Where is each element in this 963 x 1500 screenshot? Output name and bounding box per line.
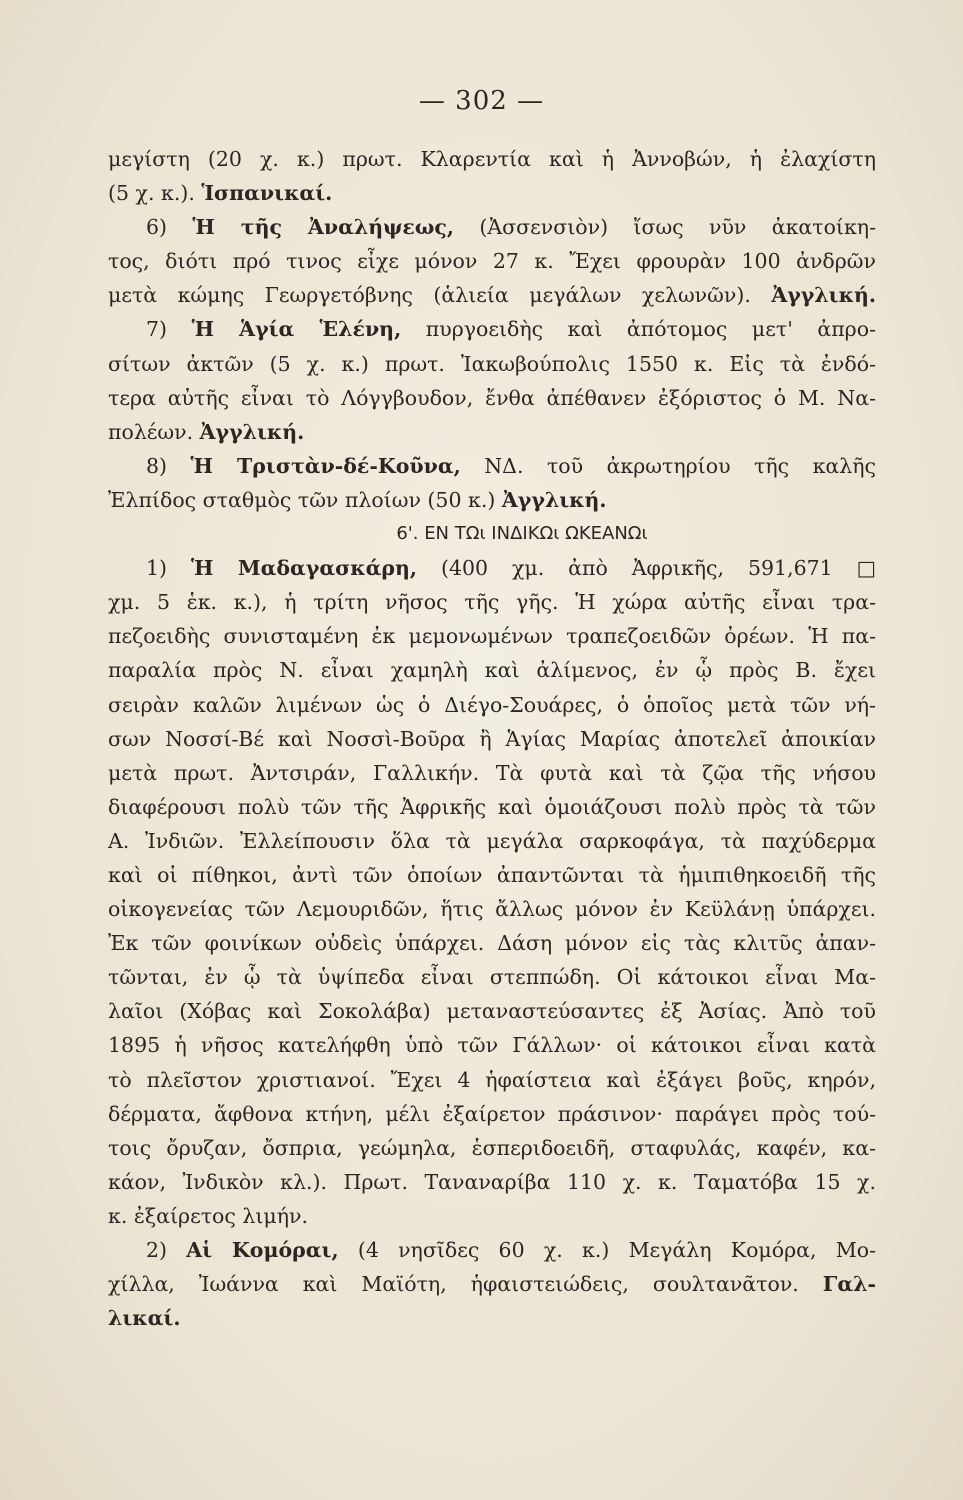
text-line: τοις ὄρυζαν, ὄσπρια, γεώμηλα, ἑσπεριδοειδῆ, σταφυλάς, καφέν, κα- [108, 1135, 876, 1160]
body-text [108, 142, 876, 1335]
text-line: σίτων ἀκτῶν (5 χ. κ.) πρωτ. Ἰακωβούπολις 1550 κ. Εἰς τὰ ἐνδό- [108, 351, 876, 376]
text-line: Ἐκ τῶν φοινίκων οὐδεὶς ὑπάρχει. Δάση μόνον εἰς τὰς κλιτῦς ἀπαν- [108, 931, 876, 956]
text-line: μεγίστη (20 χ. κ.) πρωτ. Κλαρεντία καὶ ἡ Ἀννοβών, ἡ ἐλαχίστη [108, 147, 876, 171]
text-line: τῶνται, ἐν ᾧ τὰ ὑψίπεδα εἶναι στεππώδη. Οἱ κάτοικοι εἶναι Μα- [108, 965, 876, 990]
text-line: 1895 ἡ νῆσος κατελήφθη ὑπὸ τῶν Γάλλων· οἱ κάτοικοι εἶναι κατὰ [108, 1033, 876, 1058]
text-line: λαῖοι (Χόβας καὶ Σοκολάβα) μεταναστεύσαντες ἐξ Ἀσίας. Ἀπὸ τοῦ [108, 999, 876, 1024]
text-line: χίλλα, Ἰωάννα καὶ Μαϊότη, ἡφαιστειώδεις, σουλτανᾶτον. Γαλ- [108, 1272, 876, 1297]
text-line: παραλία πρὸς Ν. εἶναι χαμηλὴ καὶ ἀλίμενος, ἐν ᾧ πρὸς Β. ἔχει [108, 658, 876, 683]
text-line: σειρὰν καλῶν λιμένων ὡς ὁ Διέγο-Σουάρες, ὁ ὁποῖος μετὰ τῶν νή- [108, 692, 876, 717]
text-line: 2) Αἱ Κομόραι, (4 νησῖδες 60 χ. κ.) Μεγάλη Κομόρα, Μο- [146, 1238, 876, 1262]
text-line: Α. Ἰνδιῶν. Ἐλλείπουσιν ὅλα τὰ μεγάλα σαρκοφάγα, τὰ παχύδερμα [108, 828, 876, 853]
text-line: τος, διότι πρό τινος εἶχε μόνον 27 κ. Ἔχει φρουρὰν 100 ἀνδρῶν [108, 249, 876, 274]
text-line: τερα αὐτῆς εἶναι τὸ Λόγγβουδον, ἔνθα ἀπέθανεν ἐξόριστος ὁ Μ. Να- [108, 385, 876, 410]
text-line: 7) Ἡ Ἁγία Ἑλένη, πυργοειδὴς καὶ ἀπότομος μετ' ἀπρο- [146, 317, 876, 342]
text-line: μετὰ πρωτ. Ἀντσιράν, Γαλλικήν. Τὰ φυτὰ καὶ τὰ ζῷα τῆς νήσου [108, 760, 876, 785]
text-line: σων Νοσσί-Βέ καὶ Νοσσὶ-Βοῦρα ἢ Ἁγίας Μαρίας ἀποτελεῖ ἀποικίαν [108, 726, 876, 751]
text-line: οἰκογενείας τῶν Λεμουριδῶν, ἥτις ἄλλως μόνον ἐν Κεϋλάνῃ ὑπάρχει. [108, 897, 876, 922]
text-line: μετὰ κώμης Γεωργετόβνης (ἁλιεία μεγάλων χελωνῶν). Ἀγγλική. [108, 283, 876, 308]
section-heading: 6'. ΕΝ ΤΩι ΙΝΔΙΚΩι ΩΚΕΑΝΩι [396, 523, 648, 545]
text-line: 6) Ἡ τῆς Ἀναλήψεως, (Ἀσσενσιὸν) ἴσως νῦν ἀκατοίκη- [146, 215, 876, 240]
text-line: κ. ἐξαίρετος λιμήν. [108, 1203, 308, 1228]
text-line: 8) Ἡ Τριστὰν-δέ-Κοῦνα, ΝΔ. τοῦ ἀκρωτηρίου τῆς καλῆς [146, 453, 876, 478]
text-line: Ἐλπίδος σταθμὸς τῶν πλοίων (50 κ.) Ἀγγλική. [108, 487, 607, 512]
text-line: 1) Ἡ Μαδαγασκάρη, (400 χμ. ἀπὸ Ἀφρικῆς, 591,671 □ [146, 556, 876, 581]
page-number: — 302 — [418, 86, 545, 116]
text-line: κάον, Ἰνδικὸν κλ.). Πρωτ. Ταναναρίβα 110 χ. κ. Ταματόβα 15 χ. [108, 1169, 876, 1194]
text-line: χμ. 5 ἑκ. κ.), ἡ τρίτη νῆσος τῆς γῆς. Ἡ χώρα αὐτῆς εἶναι τρα- [108, 590, 876, 615]
text-line: λικαί. [108, 1306, 181, 1331]
text-line: δέρματα, ἄφθονα κτήνη, μέλι ἐξαίρετον πράσινον· παράγει πρὸς τού- [108, 1101, 876, 1126]
text-line: (5 χ. κ.). Ἱσπανικαί. [108, 181, 333, 206]
text-line: τὸ πλεῖστον χριστιανοί. Ἔχει 4 ἡφαίστεια καὶ ἐξάγει βοῦς, κηρόν, [108, 1067, 876, 1092]
text-line: διαφέρουσι πολὺ τῶν τῆς Ἀφρικῆς καὶ ὁμοιάζουσι πολὺ πρὸς τὰ τῶν [108, 794, 876, 819]
text-line: πολέων. Ἀγγλική. [108, 419, 305, 444]
text-line: καὶ οἱ πίθηκοι, ἀντὶ τῶν ὁποίων ἀπαντῶνται τὰ ἡμιπιθηκοειδῆ τῆς [108, 862, 876, 887]
text-line: πεζοειδὴς συνισταμένη ἐκ μεμονωμένων τραπεζοειδῶν ὀρέων. Ἡ πα- [108, 624, 876, 649]
